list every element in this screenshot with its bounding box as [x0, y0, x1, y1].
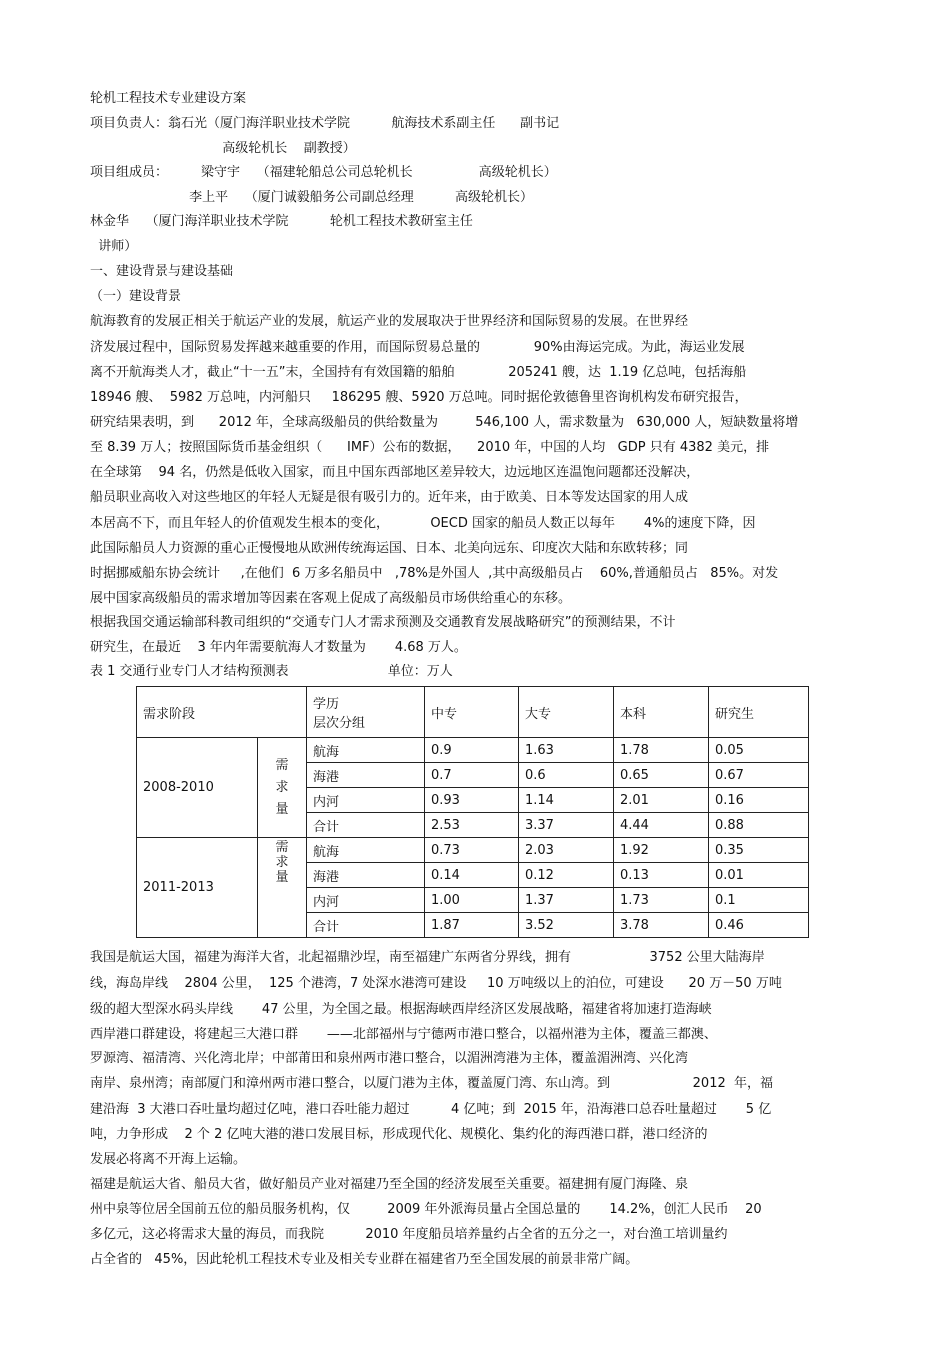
- value-cell: 0.65: [614, 763, 709, 788]
- paragraph-line: 18946 艘、 5982 万总吨，内河船只 186295 艘、5920 万总吨。同时据伦敦德鲁里咨询机构发布研究报告，: [90, 390, 748, 405]
- subsection-heading: （一）建设背景: [90, 289, 182, 304]
- paragraph-line: 展中国家高级船员的需求增加等因素在客观上促成了高级船员市场供给重心的东移。: [90, 591, 572, 606]
- value-cell: 3.52: [519, 913, 614, 938]
- paragraph-line: 建沿海 3 大港口吞吐量均超过亿吨，港口吞吐能力超过 4 亿吨；到 2015 年，沿海港口总吞吐量超过 5 亿: [90, 1102, 772, 1117]
- value-cell: 0.01: [709, 863, 809, 888]
- value-cell: 3.78: [614, 913, 709, 938]
- table-caption: 表 1 交通行业专门人才结构预测表 单位：万人: [90, 664, 453, 679]
- paragraph-line: 在全球第 94 名，仍然是低收入国家，而且中国东西部地区差异较大，边远地区连温饱问题都还没解决，: [90, 465, 700, 480]
- category-cell: 航海: [307, 838, 425, 863]
- header-col-yanjiusheng: 研究生: [709, 687, 809, 738]
- value-cell: 0.16: [709, 788, 809, 813]
- doc-title: 轮机工程技术专业建设方案: [90, 91, 247, 106]
- paragraph-line: 吨，力争形成 2 个 2 亿吨大港的港口发展目标，形成现代化、规模化、集约化的海西港口群，港口经济的: [90, 1127, 708, 1142]
- project-leader: 项目负责人：翁石光（厦门海洋职业技术学院 航海技术系副主任 副书记: [90, 116, 560, 131]
- category-cell: 海港: [307, 863, 425, 888]
- paragraph-line: 占全省的 45%，因此轮机工程技术专业及相关专业群在福建省乃至全国发展的前景非常广阔。: [90, 1252, 639, 1267]
- value-cell: 0.7: [425, 763, 519, 788]
- talent-forecast-table: [136, 686, 809, 938]
- value-cell: 0.6: [519, 763, 614, 788]
- paragraph-line: 线，海岛岸线 2804 公里， 125 个港湾，7 处深水港湾可建设 10 万吨级以上的泊位，可建设 20 万－50 万吨: [90, 976, 782, 991]
- paragraph-line: 济发展过程中，国际贸易发挥越来越重要的作用，而国际贸易总量的 90%由海运完成。为此，海运业发展: [90, 340, 745, 355]
- paragraph-line: 研究生，在最近 3 年内年需要航海人才数量为 4.68 万人。: [90, 640, 467, 655]
- value-cell: 1.14: [519, 788, 614, 813]
- paragraph-line: 此国际船员人力资源的重心正慢慢地从欧洲传统海运国、日本、北美向远东、印度次大陆和东欧转移；同: [90, 541, 689, 556]
- paragraph-line: 研究结果表明，到 2012 年，全球高级船员的供给数量为 546,100 人，需求数量为 630,000 人，短缺数量将增: [90, 415, 799, 430]
- header-col-zhongzhuan: 中专: [425, 687, 519, 738]
- value-cell: 2.03: [519, 838, 614, 863]
- header-col-dazhuan: 大专: [519, 687, 614, 738]
- paragraph-line: 离不开航海类人才，截止“十一五”末，全国持有有效国籍的船舶 205241 艘，达 1.19 亿总吨，包括海船: [90, 365, 747, 380]
- value-cell: 2.01: [614, 788, 709, 813]
- paragraph-line: 根据我国交通运输部科教司组织的“交通专门人才需求预测及交通教育发展战略研究”的预测结果，不计: [90, 615, 676, 630]
- value-cell: 2.53: [425, 813, 519, 838]
- value-cell: 0.9: [425, 738, 519, 763]
- value-cell: 1.87: [425, 913, 519, 938]
- value-cell: 3.37: [519, 813, 614, 838]
- paragraph-line: 时据挪威船东协会统计 ,在他们 6 万多名船员中 ,78%是外国人 ,其中高级船员占 60%,普通船员占 85%。对发: [90, 566, 779, 581]
- header-col-benke: 本科: [614, 687, 709, 738]
- value-cell: 4.44: [614, 813, 709, 838]
- member-2: 李上平 （厦门诚毅船务公司副总经理 高级轮机长）: [90, 190, 534, 205]
- value-cell: 0.35: [709, 838, 809, 863]
- value-cell: 1.00: [425, 888, 519, 913]
- value-cell: 0.13: [614, 863, 709, 888]
- paragraph-line: 州中泉等位居全国前五位的船员服务机构，仅 2009 年外派海员量占全国总量的 14.2%，创汇人民币 20: [90, 1202, 762, 1217]
- category-cell: 海港: [307, 763, 425, 788]
- header-edu-group: 学历 层次分组: [307, 687, 425, 738]
- paragraph-line: 西岸港口群建设，将建起三大港口群 ——北部福州与宁德两市港口整合，以福州港为主体，覆盖三都澳、: [90, 1027, 717, 1042]
- paragraph-line: 航海教育的发展正相关于航运产业的发展，航运产业的发展取决于世界经济和国际贸易的发展。在世界经: [90, 314, 689, 329]
- value-cell: 0.93: [425, 788, 519, 813]
- category-cell: 航海: [307, 738, 425, 763]
- paragraph-line: 罗源湾、福清湾、兴化湾北岸；中部莆田和泉州两市港口整合，以湄洲湾港为主体，覆盖湄洲湾、兴化湾: [90, 1051, 689, 1066]
- paragraph-line: 船员职业高收入对这些地区的年轻人无疑是很有吸引力的。近年来，由于欧美、日本等发达国家的用人成: [90, 490, 689, 505]
- member-3-title: 讲师）: [90, 239, 138, 254]
- category-cell: 内河: [307, 888, 425, 913]
- project-leader-title: 高级轮机长 副教授）: [90, 141, 356, 156]
- category-cell: 合计: [307, 913, 425, 938]
- paragraph-line: 发展必将离不开海上运输。: [90, 1152, 247, 1167]
- period-cell: 2008-2010: [137, 738, 258, 838]
- paragraph-line: 多亿元，这必将需求大量的海员，而我院 2010 年度船员培养量约占全省的五分之一，对台渔工培训量约: [90, 1227, 728, 1242]
- demand-label: 需 求 量: [258, 838, 307, 938]
- category-cell: 内河: [307, 788, 425, 813]
- member-1: 项目组成员： 梁守宇 （福建轮船总公司总轮机长 高级轮机长）: [90, 165, 557, 180]
- value-cell: 1.73: [614, 888, 709, 913]
- value-cell: 0.46: [709, 913, 809, 938]
- value-cell: 0.12: [519, 863, 614, 888]
- value-cell: 1.92: [614, 838, 709, 863]
- value-cell: 1.37: [519, 888, 614, 913]
- value-cell: 0.05: [709, 738, 809, 763]
- section-heading: 一、建设背景与建设基础: [90, 264, 234, 279]
- member-3: 林金华 （厦门海洋职业技术学院 轮机工程技术教研室主任: [90, 214, 473, 229]
- paragraph-line: 本居高不下，而且年轻人的价值观发生根本的变化， OECD 国家的船员人数正以每年 4%的速度下降，因: [90, 516, 756, 531]
- value-cell: 0.1: [709, 888, 809, 913]
- value-cell: 0.88: [709, 813, 809, 838]
- value-cell: 0.14: [425, 863, 519, 888]
- value-cell: 0.67: [709, 763, 809, 788]
- value-cell: 0.73: [425, 838, 519, 863]
- value-cell: 1.78: [614, 738, 709, 763]
- header-stage: 需求阶段: [137, 687, 307, 738]
- value-cell: 1.63: [519, 738, 614, 763]
- paragraph-line: 南岸、泉州湾；南部厦门和漳州两市港口整合，以厦门港为主体，覆盖厦门湾、东山湾。到 2012 年，福: [90, 1076, 773, 1091]
- demand-label: 需 求 量: [258, 738, 307, 838]
- paragraph-line: 福建是航运大省、船员大省，做好船员产业对福建乃至全国的经济发展至关重要。福建拥有厦门海隆、泉: [90, 1177, 689, 1192]
- paragraph-line: 级的超大型深水码头岸线 47 公里，为全国之最。根据海峡西岸经济区发展战略，福建省将加速打造海峡: [90, 1002, 712, 1017]
- paragraph-line: 我国是航运大国，福建为海洋大省，北起福鼎沙埕，南至福建广东两省分界线，拥有 3752 公里大陆海岸: [90, 950, 765, 965]
- paragraph-line: 至 8.39 万人；按照国际货币基金组织（ IMF）公布的数据， 2010 年，中国的人均 GDP 只有 4382 美元，排: [90, 440, 770, 455]
- period-cell: 2011-2013: [137, 838, 258, 938]
- category-cell: 合计: [307, 813, 425, 838]
